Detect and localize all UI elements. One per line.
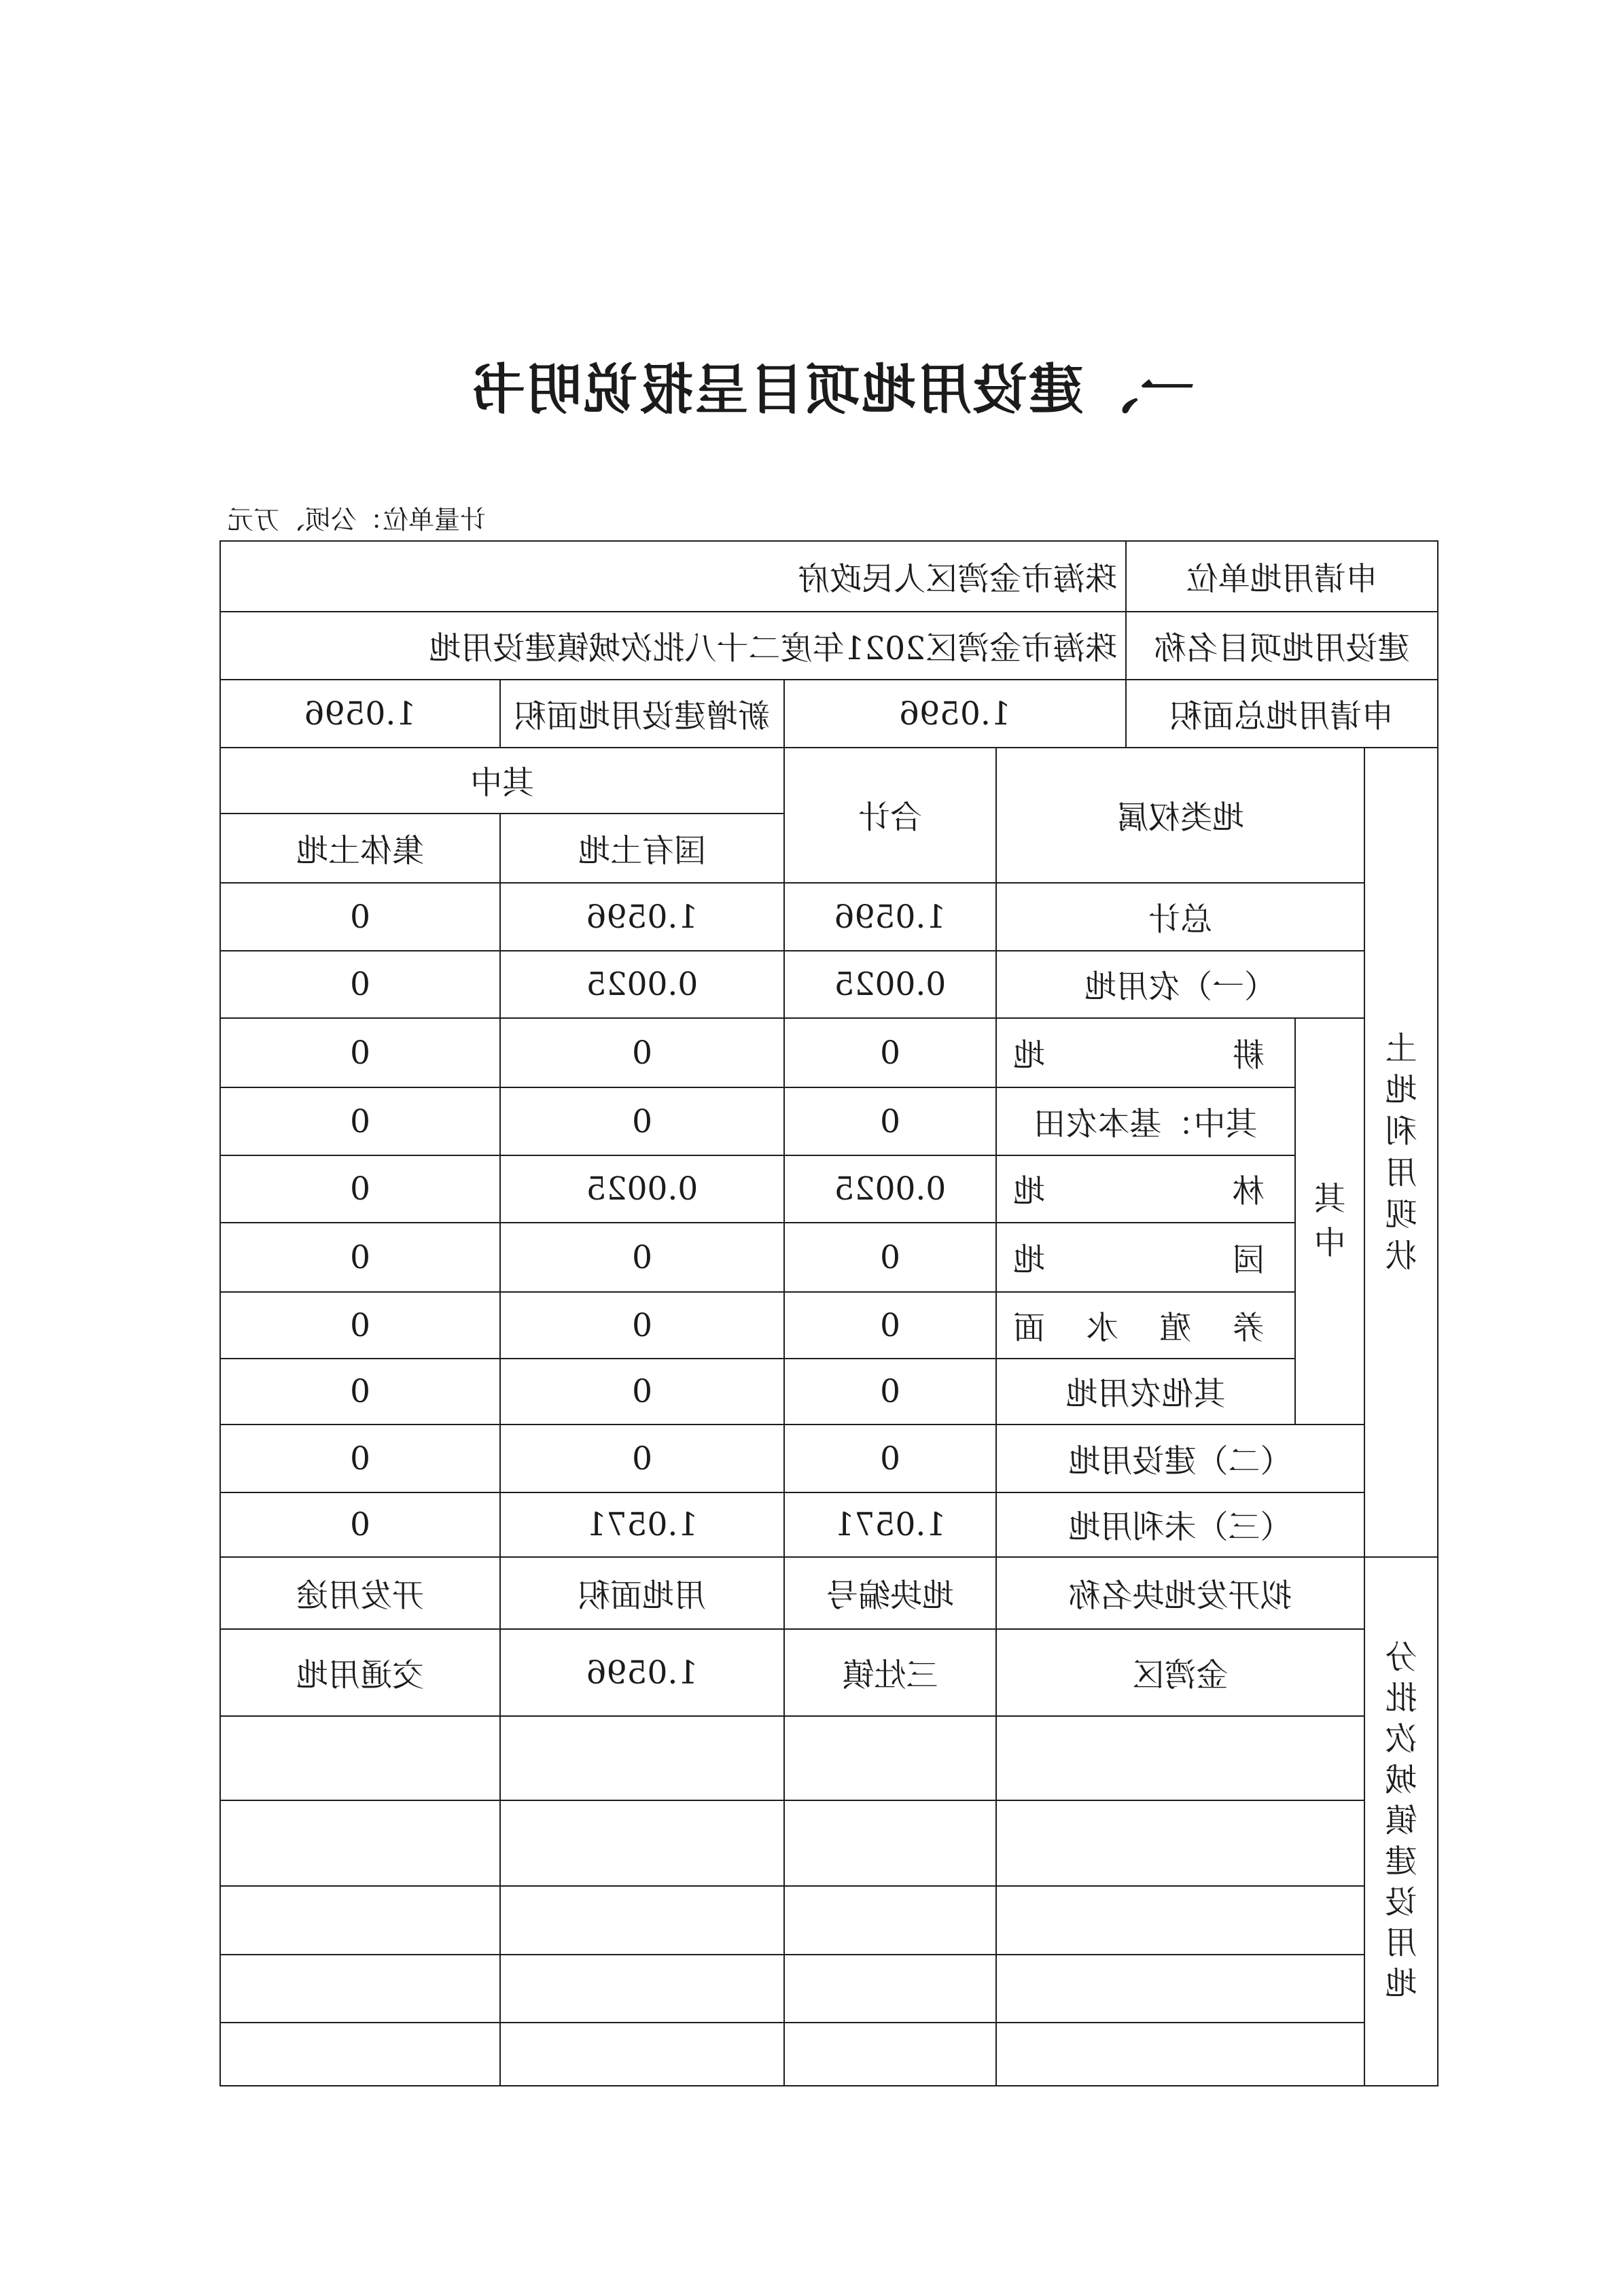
- empty-cell: [996, 2023, 1364, 2086]
- empty-cell: [784, 1800, 996, 1886]
- project-name-label: 建设用地项目名称: [1126, 612, 1438, 680]
- total-area-row: [220, 680, 1438, 748]
- header-plot-name: 拟开发地块名称: [996, 1557, 1364, 1629]
- land-use-header-row: [220, 748, 1438, 814]
- row-state: 0: [500, 1425, 784, 1492]
- unit-label: 计量单位：公顷、万元: [228, 505, 487, 535]
- table-row: [220, 1155, 1438, 1223]
- empty-cell: [500, 1886, 784, 1955]
- label-char: 殖: [1159, 1309, 1192, 1347]
- empty-cell: [220, 1800, 500, 1886]
- empty-cell: [220, 1955, 500, 2023]
- row-label: （一）农用地: [996, 951, 1364, 1018]
- row-collective: 0: [220, 1018, 500, 1087]
- row-label-cell: [996, 1155, 1295, 1223]
- empty-plot-row: [220, 1800, 1438, 1886]
- label-char: 面: [1013, 1309, 1046, 1347]
- land-use-section-label: 土地利用现状: [1385, 1030, 1417, 1275]
- empty-cell: [784, 1716, 996, 1800]
- row-state: 0: [500, 1292, 784, 1359]
- empty-cell: [996, 1800, 1364, 1886]
- table-row: [220, 951, 1438, 1018]
- row-total: 1.0571: [784, 1492, 996, 1557]
- header-category: 地类权属: [996, 748, 1364, 883]
- row-total: 0: [784, 1087, 996, 1155]
- row-label: [1013, 1030, 1265, 1076]
- header-plot-use: 开发用途: [220, 1557, 500, 1629]
- row-collective: 0: [220, 1425, 500, 1492]
- header-plot-number: 地块编号: [784, 1557, 996, 1629]
- empty-cell: [996, 1716, 1364, 1800]
- row-label: 其中：基本农田: [996, 1087, 1295, 1155]
- document-title: 一、建设用地项目呈报说明书: [470, 358, 1195, 421]
- row-total: 0: [784, 1223, 996, 1292]
- row-collective: 0: [220, 1223, 500, 1292]
- plots-section-cell: [1364, 1557, 1438, 2086]
- table-row: [220, 1018, 1438, 1087]
- plot-number: 三灶镇: [784, 1629, 996, 1716]
- label-char: 水: [1086, 1309, 1118, 1347]
- plot-name: 金湾区: [996, 1629, 1364, 1716]
- empty-plot-row: [220, 1955, 1438, 2023]
- empty-cell: [500, 1955, 784, 2023]
- row-label: [1013, 1235, 1265, 1280]
- row-label: [1013, 1303, 1265, 1348]
- empty-cell: [500, 2023, 784, 2086]
- row-total: 1.0596: [784, 883, 996, 951]
- label-char: 园: [1233, 1241, 1265, 1279]
- row-state: 0: [500, 1018, 784, 1087]
- row-state: 1.0571: [500, 1492, 784, 1557]
- new-area-value: 1.0596: [220, 680, 500, 748]
- label-char: 地: [1013, 1036, 1045, 1074]
- report-table: [219, 540, 1438, 2086]
- new-area-label: 新增建设用地面积: [500, 680, 784, 748]
- plot-area: 1.0596: [500, 1629, 784, 1716]
- row-total: 0: [784, 1018, 996, 1087]
- row-collective: 0: [220, 951, 500, 1018]
- land-use-section-cell: [1364, 748, 1438, 1557]
- row-collective: 0: [220, 1087, 500, 1155]
- row-total: 0.0025: [784, 1155, 996, 1223]
- label-char: 地: [1013, 1173, 1045, 1210]
- plot-use: 交通用地: [220, 1629, 500, 1716]
- empty-cell: [220, 2023, 500, 2086]
- row-state: 0: [500, 1223, 784, 1292]
- empty-cell: [500, 1716, 784, 1800]
- table-row: [220, 1223, 1438, 1292]
- empty-cell: [784, 1886, 996, 1955]
- row-label: （三）未利用地: [996, 1492, 1364, 1557]
- empty-cell: [220, 1716, 500, 1800]
- applicant-value: 珠海市金湾区人民政府: [220, 541, 1126, 612]
- empty-plot-row: [220, 1716, 1438, 1800]
- row-label: 总计: [996, 883, 1364, 951]
- total-area-label: 申请用地总面积: [1126, 680, 1438, 748]
- row-collective: 0: [220, 883, 500, 951]
- header-total: 合计: [784, 748, 996, 883]
- table-row: [220, 1087, 1438, 1155]
- row-total: 0: [784, 1359, 996, 1425]
- row-state: 0: [500, 1087, 784, 1155]
- row-label: 其他农用地: [996, 1359, 1295, 1425]
- row-label: [1013, 1166, 1265, 1212]
- header-collective-land: 集体土地: [220, 814, 500, 883]
- empty-cell: [996, 1955, 1364, 2023]
- header-plot-area: 用地面积: [500, 1557, 784, 1629]
- empty-plot-row: [220, 2023, 1438, 2086]
- empty-cell: [500, 1800, 784, 1886]
- row-total: 0: [784, 1425, 996, 1492]
- label-char: 养: [1233, 1309, 1265, 1347]
- empty-cell: [220, 1886, 500, 1955]
- total-area-value: 1.0596: [784, 680, 1126, 748]
- row-collective: 0: [220, 1292, 500, 1359]
- row-state: 0: [500, 1359, 784, 1425]
- header-state-land: 国有土地: [500, 814, 784, 883]
- row-collective: 0: [220, 1492, 500, 1557]
- table-row: [220, 1425, 1438, 1492]
- table-row: [220, 1292, 1438, 1359]
- project-name-row: [220, 612, 1438, 680]
- empty-plot-row: [220, 1886, 1438, 1955]
- row-total: 0: [784, 1292, 996, 1359]
- header-of-which: 其中: [220, 748, 784, 814]
- label-char: 地: [1013, 1241, 1045, 1279]
- table-row: [220, 883, 1438, 951]
- label-char: 耕: [1233, 1036, 1265, 1074]
- row-label-cell: [996, 1292, 1295, 1359]
- applicant-label: 申请用地单位: [1126, 541, 1438, 612]
- empty-cell: [784, 1955, 996, 2023]
- row-label-cell: [996, 1018, 1295, 1087]
- row-total: 0.0025: [784, 951, 996, 1018]
- label-char: 林: [1233, 1173, 1265, 1210]
- table-row: [220, 1492, 1438, 1557]
- row-label-cell: [996, 1223, 1295, 1292]
- row-label: （二）建设用地: [996, 1425, 1364, 1492]
- empty-cell: [784, 2023, 996, 2086]
- empty-cell: [996, 1886, 1364, 1955]
- row-state: 0.0025: [500, 1155, 784, 1223]
- project-name-value: 珠海市金湾区2021年度二十八批次城镇建设用地: [220, 612, 1126, 680]
- applicant-row: [220, 541, 1438, 612]
- row-state: 0.0025: [500, 951, 784, 1018]
- sub-group-label: 其中: [1313, 1181, 1346, 1262]
- plots-section-label: 分批次城镇建设用地: [1385, 1639, 1417, 2003]
- plots-header-row: [220, 1557, 1438, 1629]
- row-state: 1.0596: [500, 883, 784, 951]
- plot-row: [220, 1629, 1438, 1716]
- row-collective: 0: [220, 1155, 500, 1223]
- row-collective: 0: [220, 1359, 500, 1425]
- table-row: [220, 1359, 1438, 1425]
- sub-group-cell: [1295, 1018, 1364, 1425]
